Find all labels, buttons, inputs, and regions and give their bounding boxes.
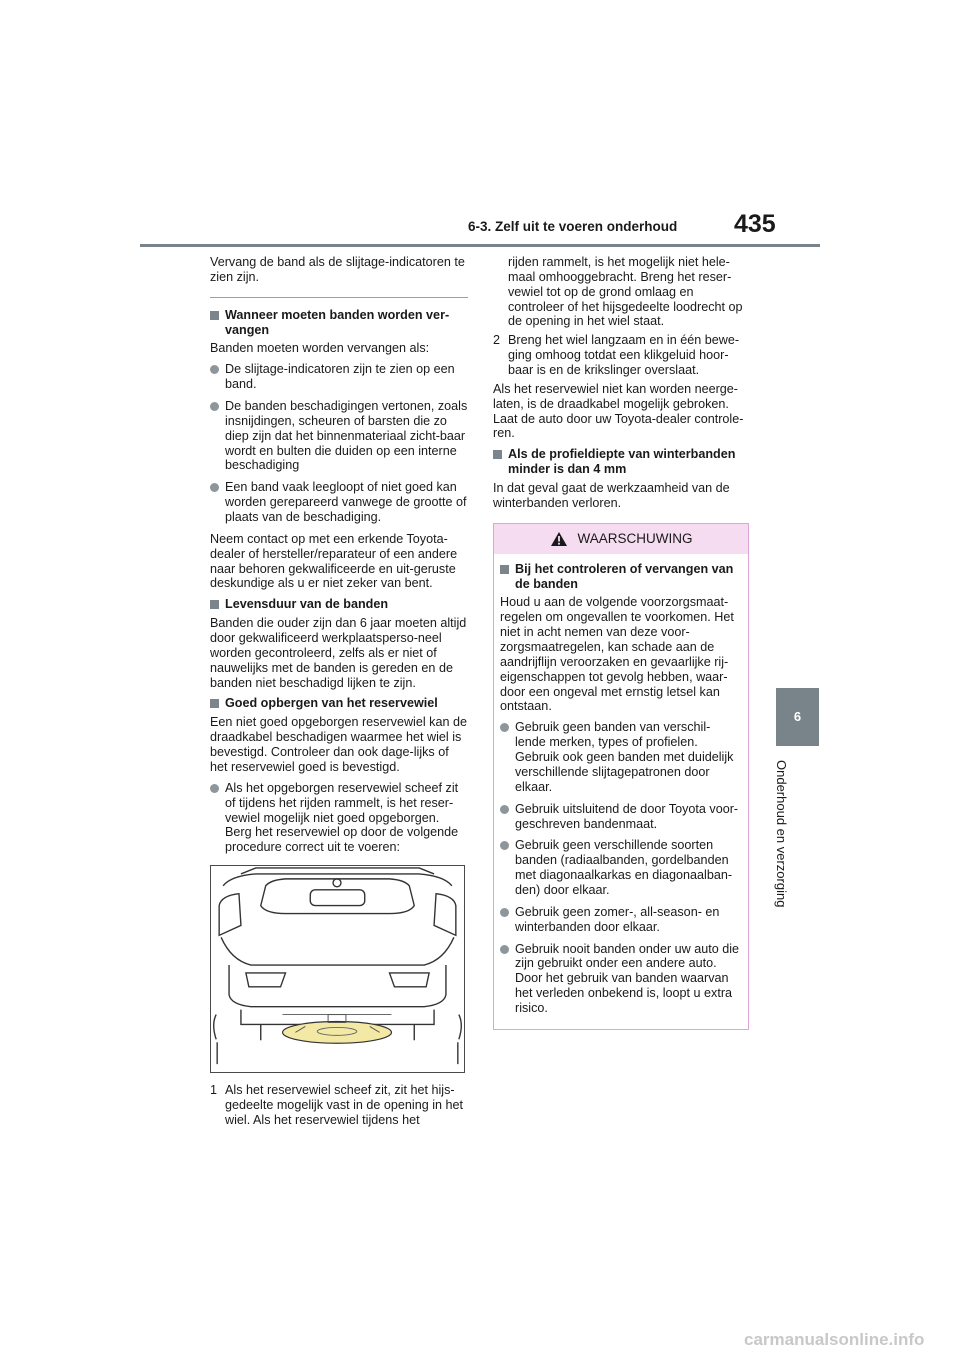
bullet-item: Gebruik geen banden van verschil-lende merken, types of profielen. Gebruik ook geen banden met duidelijk verschillende slijtagepatronen door elkaar. <box>500 720 740 794</box>
paragraph: Neem contact op met een erkende Toyota-dealer of hersteller/reparateur of een andere naar behoren gekwalificeerde en uit-geruste deskundige als u er niet zeker van bent. <box>210 531 458 591</box>
bullet-item: Gebruik geen zomer-, all-season- en winterbanden door elkaar. <box>500 905 740 935</box>
paragraph: Banden die ouder zijn dan 6 jaar moeten altijd door gekwalificeerd werkplaatsperso-neel worden gecontroleerd, zelfs als er niet of nauwelijks met de banden is gereden en de banden niet beschadigd lijken te zijn. <box>210 616 467 690</box>
round-bullet-icon <box>500 908 509 917</box>
chapter-tab: 6 <box>776 688 819 746</box>
paragraph: Als het reservewiel niet kan worden neerge-laten, is de draadkabel mogelijk gebroken. Laat de auto door uw Toyota-dealer controle-ren. <box>493 381 744 441</box>
warning-box <box>493 523 749 1030</box>
left-column <box>210 255 468 1132</box>
bullet-item: De slijtage-indicatoren zijn te zien op een band. <box>210 362 468 392</box>
square-bullet-icon <box>210 311 219 320</box>
step-item: 1 Als het reservewiel scheef zit, zit het hijs-gedeelte mogelijk vast in de opening in het wiel. Als het reservewiel tijdens het <box>210 1083 464 1127</box>
round-bullet-icon <box>500 805 509 814</box>
car-rear-drawing <box>211 866 464 1072</box>
warning-body <box>494 554 748 1029</box>
square-bullet-icon <box>210 600 219 609</box>
page-number: 435 <box>734 210 776 238</box>
bullet-item: Gebruik uitsluitend de door Toyota voor-geschreven bandenmaat. <box>500 802 740 832</box>
heading-tire-lifespan: Levensduur van de banden <box>210 597 468 612</box>
warning-heading: Bij het controleren of vervangen van de banden <box>500 562 740 592</box>
header-rule <box>140 244 820 247</box>
paragraph: Banden moeten worden vervangen als: <box>210 341 430 356</box>
bullet-item: Als het opgeborgen reservewiel scheef zit of tijdens het rijden rammelt, is het reser-vewiel mogelijk niet goed opgeborgen. Berg het reservewiel op door de volgende procedure correct uit te voeren: <box>210 781 468 855</box>
warning-header <box>494 524 748 554</box>
heading-replace-tires: Wanneer moeten banden worden ver-vangen <box>210 308 468 338</box>
bullet-item: Gebruik geen verschillende soorten banden (radiaalbanden, gordelbanden met diagonaalkarkas en diagonaalban-den) door elkaar. <box>500 838 740 897</box>
square-bullet-icon <box>493 450 502 459</box>
bullet-item: Een band vaak leegloopt of niet goed kan worden gerepareerd vanwege de grootte of plaats van de beschadiging. <box>210 480 468 525</box>
step-item-continued: rijden rammelt, is het mogelijk niet hele-maal omhooggebracht. Breng het reser-vewiel tot op de grond omlaag en controleer of het hijsgedeelte loodrecht op de opening in het wiel staat. <box>508 255 743 329</box>
bullet-item: De banden beschadigingen vertonen, zoals insnijdingen, scheuren of barsten die zo diep zijn dat het binnenmateriaal zicht-baar wordt en bulten die duiden op een interne beschadiging <box>210 399 468 473</box>
paragraph: Een niet goed opgeborgen reservewiel kan de draadkabel beschadigen waarmee het wiel is bevestigd. Controleer dan ook dage-lijks of het reservewiel goed is bevestigd. <box>210 715 467 774</box>
round-bullet-icon <box>500 945 509 954</box>
section-header: 6-3. Zelf uit te voeren onderhoud <box>468 219 678 234</box>
watermark-link[interactable]: carmanualsonline.info <box>744 1330 925 1349</box>
divider <box>210 297 468 298</box>
heading-spare-wheel-storage: Goed opbergen van het reservewiel <box>210 696 468 711</box>
round-bullet-icon <box>210 483 219 492</box>
paragraph: In dat geval gaat de werkzaamheid van de winterbanden verloren. <box>493 481 730 510</box>
car-rear-spare-wheel-illustration <box>210 865 465 1073</box>
round-bullet-icon <box>210 365 219 374</box>
warning-title: WAARSCHUWING <box>577 530 693 546</box>
square-bullet-icon <box>500 565 509 574</box>
round-bullet-icon <box>500 841 509 850</box>
square-bullet-icon <box>210 699 219 708</box>
warning-triangle-icon <box>550 531 568 547</box>
heading-winter-tires: Als de profieldiepte van winterbanden minder is dan 4 mm <box>493 447 751 477</box>
bullet-item: Gebruik nooit banden onder uw auto die zijn gebruikt onder een andere auto. Door het gebruik van banden waarvan het verleden onbekend is, loopt u extra risico. <box>500 942 740 1016</box>
round-bullet-icon <box>210 402 219 411</box>
paragraph: Houd u aan de volgende voorzorgsmaat-regelen om ongevallen te voorkomen. Het niet in acht nemen van deze voor-zorgsmaatregelen, kan schade aan de aandrijflijn veroorzaken en gevaarlijke rij-eigenschappen tot gevolg hebben, waar-door een ongeval met ernstig letsel kan ontstaan. <box>500 595 734 714</box>
spare-wheel-icon <box>283 1022 392 1044</box>
round-bullet-icon <box>500 723 509 732</box>
right-column <box>493 255 751 1030</box>
step-item: 2 Breng het wiel langzaam en in één bewe-ging omhoog totdat een klikgeluid hoor-baar is en de krikslinger overslaat. <box>493 333 740 378</box>
intro-text: Vervang de band als de slijtage-indicatoren te zien zijn. <box>210 255 465 284</box>
round-bullet-icon <box>210 784 219 793</box>
